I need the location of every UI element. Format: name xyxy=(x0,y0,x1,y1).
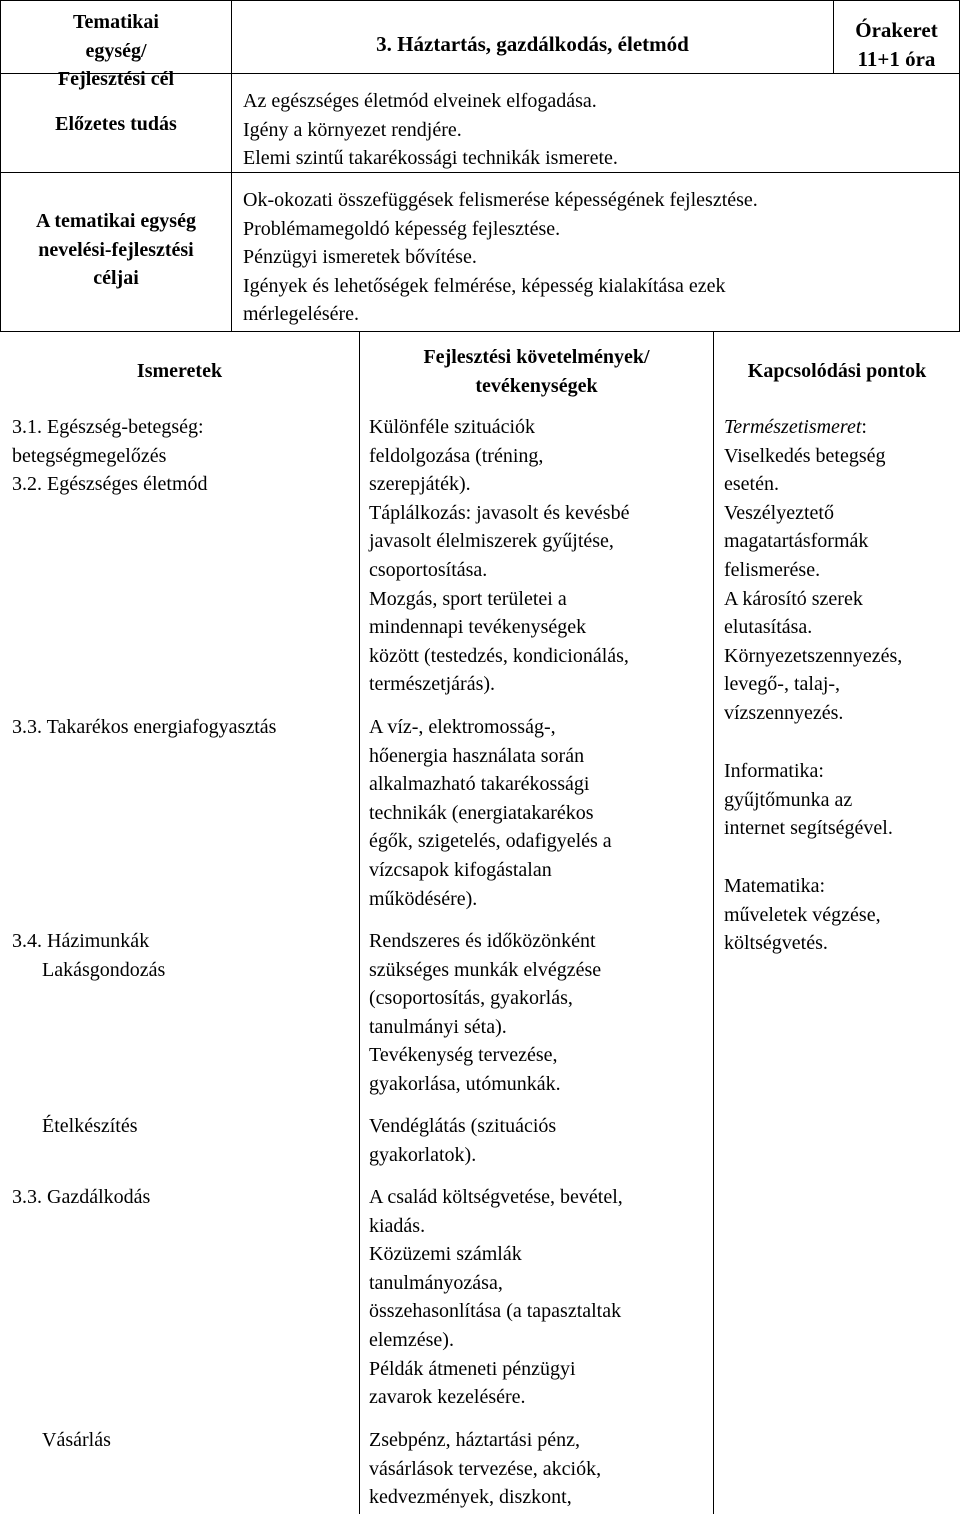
requirement-line: A víz-, elektromosság-, xyxy=(369,716,556,738)
requirement-line: Mozgás, sport területei a xyxy=(369,587,567,610)
goals-content xyxy=(243,186,758,329)
connection-line: magatartásformák xyxy=(724,530,869,553)
requirement-line: összehasonlítása (a tapasztaltak xyxy=(369,1300,622,1323)
requirement-line: szerepjáték). xyxy=(369,473,471,496)
requirement-line: zavarok kezelésére. xyxy=(369,1386,526,1409)
requirement-line: gyakorlása, utómunkák. xyxy=(369,1072,561,1095)
goals-label-line: céljai xyxy=(93,267,139,290)
requirement-line: Zsebpénz, háztartási pénz, xyxy=(369,1429,581,1451)
requirement-line: mindennapi tevékenységek xyxy=(369,616,587,639)
requirement-line: (csoportosítás, gyakorlás, xyxy=(369,987,573,1010)
topic-title xyxy=(232,30,833,60)
requirement-line: kedvezmények, diszkont, xyxy=(369,1486,572,1509)
requirement-line: Vendéglátás (szituációs xyxy=(369,1115,557,1137)
knowledge-line: Lakásgondozás xyxy=(42,958,166,981)
hours-label: Órakeret xyxy=(855,18,938,42)
requirement-line: égők, szigetelés, odafigyelés a xyxy=(369,830,612,853)
knowledge-line: 3.3. Gazdálkodás xyxy=(12,1186,151,1208)
requirement-line: szükséges munkák elvégzése xyxy=(369,958,602,981)
connections-science xyxy=(724,413,902,728)
requirement-line: Táplálkozás: javasolt és kevésbé xyxy=(369,501,630,524)
knowledge-line: betegségmegelőzés xyxy=(12,444,167,467)
prior-line: Az egészséges életmód elveinek elfogadása. xyxy=(243,90,597,112)
connection-line: A károsító szerek xyxy=(724,587,863,610)
connection-line: internet segítségével. xyxy=(724,817,893,840)
connection-line: gyűjtőmunka az xyxy=(724,788,853,811)
knowledge-row-3 xyxy=(12,927,165,984)
requirements-row-5 xyxy=(369,1183,623,1412)
prior-knowledge-content xyxy=(243,87,618,173)
goals-bottom-border xyxy=(0,331,960,332)
goals-label-line: A tematikai egység xyxy=(36,210,196,232)
column-header-requirements xyxy=(360,343,713,400)
goals-label-line: nevelési-fejlesztési xyxy=(38,238,194,261)
topic-title-text: 3. Háztartás, gazdálkodás, életmód xyxy=(376,32,689,56)
connection-line: költségvetés. xyxy=(724,932,828,955)
requirements-row-4 xyxy=(369,1112,556,1169)
requirement-line: gyakorlatok). xyxy=(369,1143,477,1166)
column-header-requirements-line: tevékenységek xyxy=(475,374,598,397)
connection-line: levegő-, talaj-, xyxy=(724,673,841,696)
requirement-line: csoportosítása. xyxy=(369,558,488,581)
knowledge-line: 3.1. Egészség-betegség: xyxy=(12,416,204,438)
connection-line: Környezetszennyezés, xyxy=(724,644,903,667)
connections-math xyxy=(724,872,881,958)
requirements-row-6 xyxy=(369,1426,601,1512)
requirements-row-1 xyxy=(369,413,629,699)
connection-subject-name: Természetismeret xyxy=(724,416,862,438)
requirement-line: feldolgozása (tréning, xyxy=(369,444,544,467)
requirement-line: között (testedzés, kondicionálás, xyxy=(369,644,629,667)
column-header-knowledge xyxy=(0,357,359,386)
requirements-row-2 xyxy=(369,713,612,913)
requirement-line: elemzése). xyxy=(369,1328,454,1351)
goals-line: Problémamegoldó képesség fejlesztése. xyxy=(243,217,561,240)
requirement-line: Különféle szituációk xyxy=(369,416,536,438)
knowledge-row-5 xyxy=(12,1183,150,1212)
prior-line: Elemi szintű takarékossági technikák ismerete. xyxy=(243,147,618,170)
requirement-line: alkalmazható takarékossági xyxy=(369,773,590,796)
requirement-line: természetjárás). xyxy=(369,673,496,696)
table-top-border xyxy=(0,0,960,1)
requirement-line: Rendszeres és időközönként xyxy=(369,930,596,952)
requirement-line: technikák (energiatakarékos xyxy=(369,801,594,824)
knowledge-line: 3.3. Takarékos energiafogyasztás xyxy=(12,716,277,738)
connection-line: Veszélyeztető xyxy=(724,501,834,524)
knowledge-row-1 xyxy=(12,413,208,499)
goals-line: Pénzügyi ismeretek bővítése. xyxy=(243,246,477,269)
prior-knowledge-label xyxy=(1,110,231,139)
requirement-line: tanulmányozása, xyxy=(369,1271,503,1294)
header-col1-title-text: Tematikai egység/ Fejlesztési cél xyxy=(57,11,175,91)
hours-box xyxy=(834,16,959,73)
connection-line: esetén. xyxy=(724,473,779,496)
header-col1-title xyxy=(1,8,231,94)
knowledge-row-6 xyxy=(42,1426,111,1455)
requirement-line: A család költségvetése, bevétel, xyxy=(369,1186,623,1208)
knowledge-line: Vásárlás xyxy=(42,1429,111,1451)
prior-knowledge-label-text: Előzetes tudás xyxy=(55,113,177,135)
connection-subject: Informatika: xyxy=(724,760,824,782)
connection-subject-name: Matematika xyxy=(724,875,820,897)
requirement-line: működésére). xyxy=(369,887,478,910)
column-header-connections-text: Kapcsolódási pontok xyxy=(747,360,927,382)
knowledge-line: Ételkészítés xyxy=(42,1115,138,1137)
column-header-knowledge-text: Ismeretek xyxy=(136,360,223,382)
requirement-line: kiadás. xyxy=(369,1214,426,1237)
requirement-line: Tevékenység tervezése, xyxy=(369,1044,558,1067)
connections-column-border xyxy=(713,331,714,1514)
connections-informatics xyxy=(724,757,893,843)
goals-line: Ok-okozati összefüggések felismerése képességének fejlesztése. xyxy=(243,189,758,211)
connection-line: Viselkedés betegség xyxy=(724,444,886,467)
knowledge-row-4 xyxy=(42,1112,138,1141)
requirement-line: tanulmányi séta). xyxy=(369,1015,507,1038)
connection-line: műveletek végzése, xyxy=(724,903,881,926)
knowledge-line: 3.4. Házimunkák xyxy=(12,930,150,952)
column-header-connections xyxy=(714,357,960,386)
requirement-line: javasolt élelmiszerek gyűjtése, xyxy=(369,530,614,553)
goals-line: Igények és lehetőségek felmérése, képesség kialakítása ezek xyxy=(243,274,726,297)
requirements-row-3 xyxy=(369,927,601,1099)
connection-subject-name: Informatika xyxy=(724,760,819,782)
connection-subject: Matematika: xyxy=(724,875,826,897)
requirement-line: vízcsapok kifogástalan xyxy=(369,858,552,881)
requirements-column-border xyxy=(359,331,360,1514)
connection-subject: Természetismeret: xyxy=(724,416,867,438)
requirement-line: Közüzemi számlák xyxy=(369,1243,522,1266)
prior-line: Igény a környezet rendjére. xyxy=(243,118,462,141)
goals-line: mérlegelésére. xyxy=(243,303,360,326)
knowledge-row-2 xyxy=(12,713,276,742)
connection-line: vízszennyezés. xyxy=(724,701,844,724)
knowledge-line: 3.2. Egészséges életmód xyxy=(12,473,208,496)
column-header-requirements-line: Fejlesztési követelmények/ xyxy=(423,346,650,368)
hours-value: 11+1 óra xyxy=(857,46,936,71)
connection-line: felismerése. xyxy=(724,558,821,581)
requirement-line: Példák átmeneti pénzügyi xyxy=(369,1357,576,1380)
goals-label xyxy=(1,207,231,293)
requirement-line: hőenergia használata során xyxy=(369,744,585,767)
connection-line: elutasítása. xyxy=(724,616,813,639)
requirement-line: vásárlások tervezése, akciók, xyxy=(369,1457,602,1480)
